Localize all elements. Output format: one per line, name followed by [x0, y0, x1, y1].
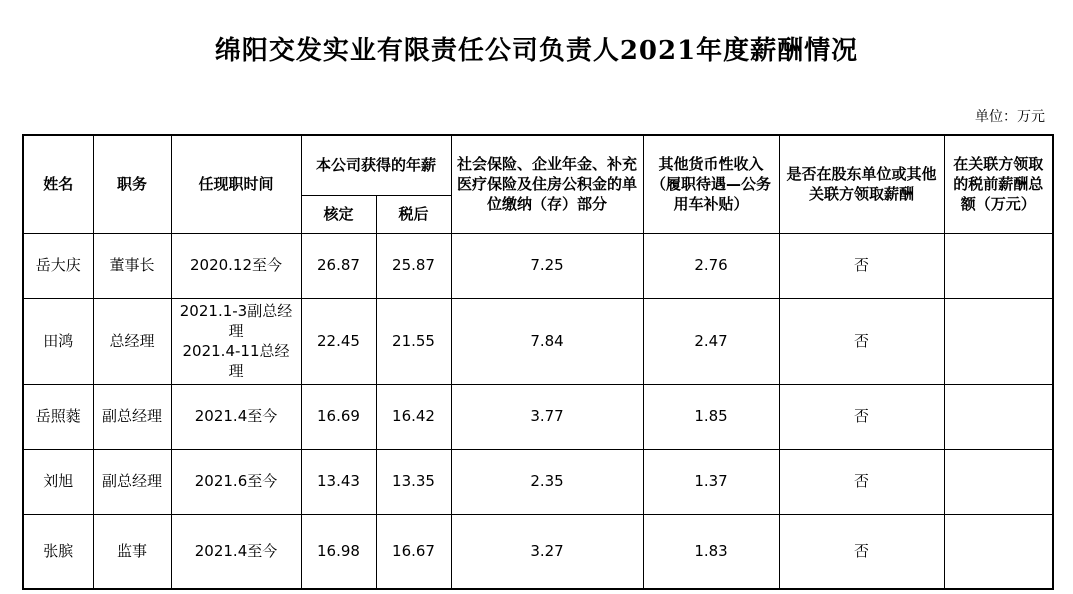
table-row: [23, 514, 1053, 589]
cell-tenure: 2020.12至今: [171, 233, 301, 298]
cell-tenure: 2021.4至今: [171, 384, 301, 449]
cell-shareholder: 否: [779, 514, 944, 589]
table-row: [23, 298, 1053, 384]
cell-insurance: 2.35: [451, 449, 643, 514]
cell-after-tax: 25.87: [376, 233, 451, 298]
header-salary-approved: 核定: [301, 195, 376, 233]
cell-name: 岳大庆: [23, 233, 93, 298]
cell-after-tax: 13.35: [376, 449, 451, 514]
cell-tenure: 2021.4至今: [171, 514, 301, 589]
table-row: [23, 449, 1053, 514]
cell-insurance: 7.84: [451, 298, 643, 384]
cell-position: 监事: [93, 514, 171, 589]
header-shareholder-pay: 是否在股东单位或其他关联方领取薪酬: [779, 135, 944, 233]
cell-after-tax: 21.55: [376, 298, 451, 384]
cell-name: 田鸿: [23, 298, 93, 384]
cell-shareholder: 否: [779, 298, 944, 384]
cell-shareholder: 否: [779, 449, 944, 514]
cell-approved: 26.87: [301, 233, 376, 298]
cell-other: 2.47: [643, 298, 779, 384]
cell-related-total: [944, 298, 1053, 384]
cell-position: 董事长: [93, 233, 171, 298]
cell-name: 岳照蕤: [23, 384, 93, 449]
cell-related-total: [944, 514, 1053, 589]
table-row: [23, 384, 1053, 449]
header-related-party-total: 在关联方领取的税前薪酬总额（万元）: [944, 135, 1053, 233]
header-row-1: [23, 135, 1053, 195]
cell-insurance: 7.25: [451, 233, 643, 298]
header-social-insurance: 社会保险、企业年金、补充医疗保险及住房公积金的单位缴纳（存）部分: [451, 135, 643, 233]
table-row: [23, 233, 1053, 298]
cell-other: 2.76: [643, 233, 779, 298]
cell-position: 副总经理: [93, 384, 171, 449]
page-title: 绵阳交发实业有限责任公司负责人2021年度薪酬情况: [214, 36, 859, 66]
cell-shareholder: 否: [779, 233, 944, 298]
cell-other: 1.83: [643, 514, 779, 589]
cell-approved: 13.43: [301, 449, 376, 514]
cell-position: 总经理: [93, 298, 171, 384]
cell-insurance: 3.27: [451, 514, 643, 589]
cell-related-total: [944, 449, 1053, 514]
header-other-income: 其他货币性收入（履职待遇—公务用车补贴）: [643, 135, 779, 233]
cell-approved: 22.45: [301, 298, 376, 384]
cell-related-total: [944, 384, 1053, 449]
cell-name: 张膑: [23, 514, 93, 589]
cell-related-total: [944, 233, 1053, 298]
salary-table: [22, 134, 1054, 590]
cell-position: 副总经理: [93, 449, 171, 514]
unit-note: 单位：万元: [975, 109, 1045, 125]
cell-other: 1.85: [643, 384, 779, 449]
header-name: 姓名: [23, 135, 93, 233]
cell-approved: 16.98: [301, 514, 376, 589]
cell-after-tax: 16.67: [376, 514, 451, 589]
header-tenure: 任现职时间: [171, 135, 301, 233]
header-salary-group: 本公司获得的年薪: [301, 135, 451, 195]
cell-insurance: 3.77: [451, 384, 643, 449]
cell-tenure: 2021.6至今: [171, 449, 301, 514]
cell-approved: 16.69: [301, 384, 376, 449]
cell-other: 1.37: [643, 449, 779, 514]
cell-shareholder: 否: [779, 384, 944, 449]
cell-after-tax: 16.42: [376, 384, 451, 449]
cell-name: 刘旭: [23, 449, 93, 514]
cell-tenure: 2021.1-3副总经理 2021.4-11总经理: [171, 298, 301, 384]
header-position: 职务: [93, 135, 171, 233]
header-salary-after-tax: 税后: [376, 195, 451, 233]
